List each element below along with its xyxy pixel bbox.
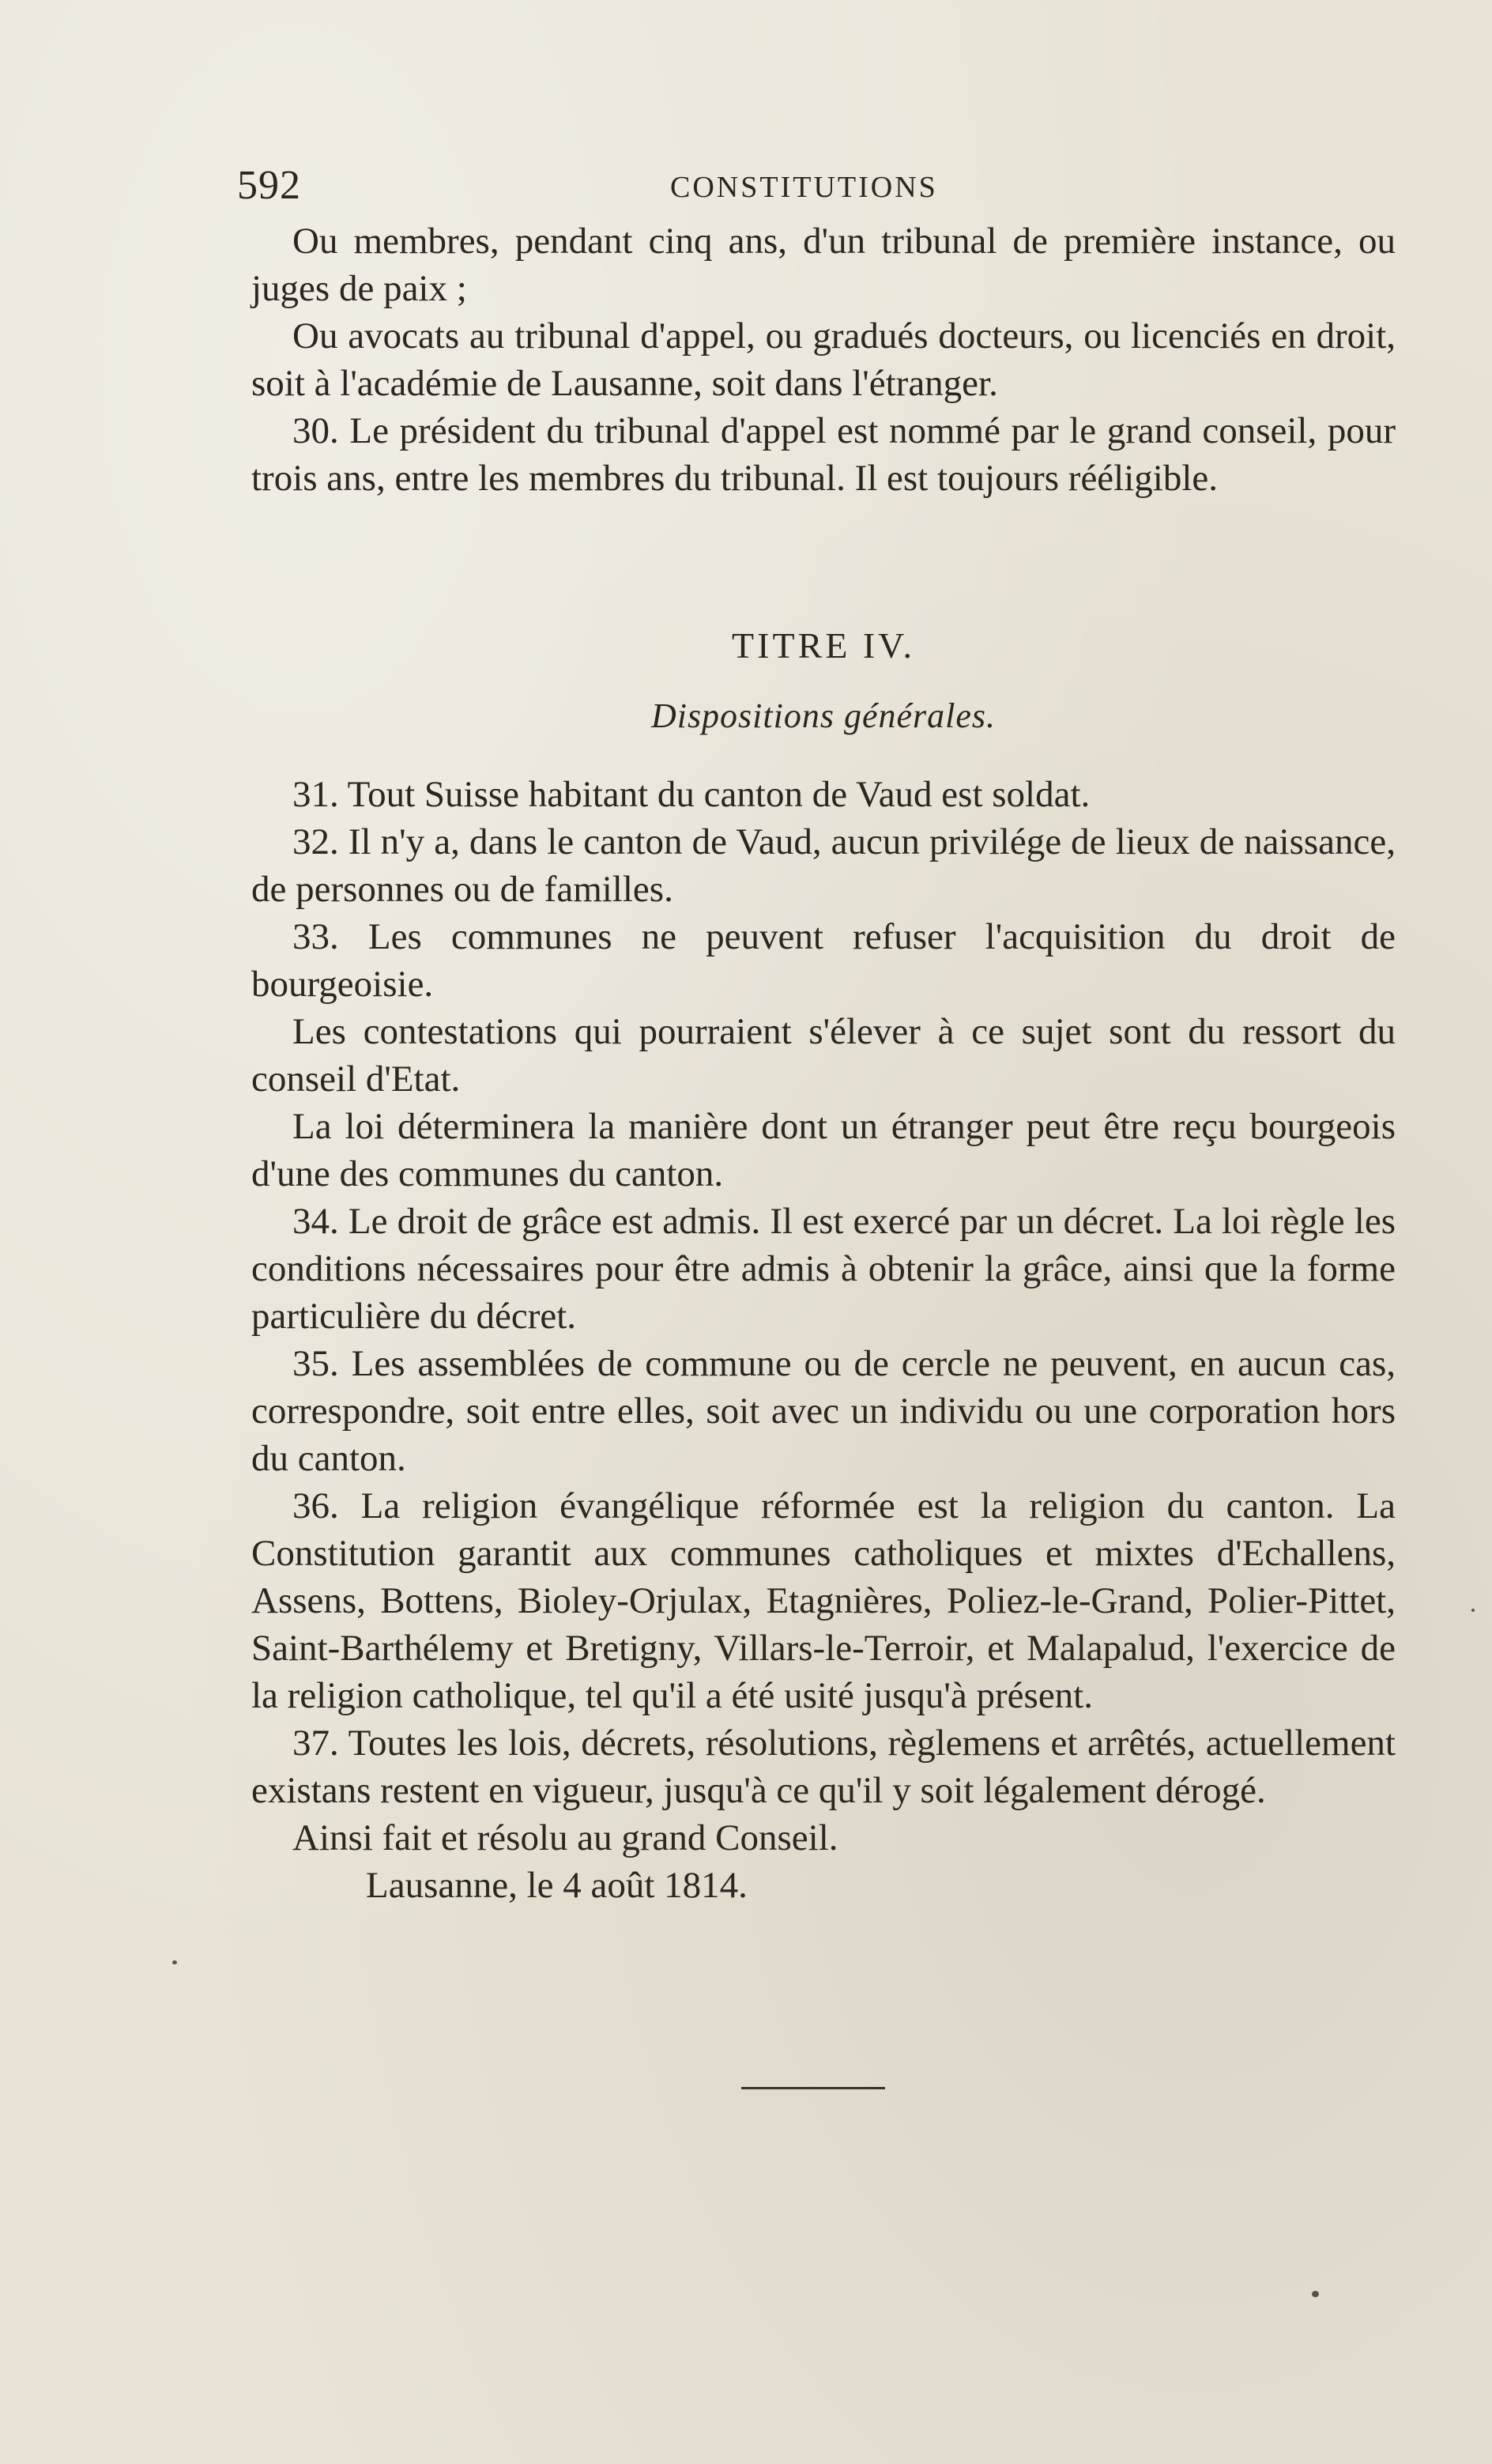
article-35: 35. Les assemblées de commune ou de cercle ne peuvent, en aucun cas, correspondre, soit entre elles, soit avec un individu ou une corporation hors du canton. <box>251 1343 1396 1479</box>
ink-speck <box>1312 2291 1319 2297</box>
ink-speck <box>172 1960 177 1964</box>
text-block-tribunal <box>251 217 1396 502</box>
article-32: 32. Il n'y a, dans le canton de Vaud, aucun privilége de lieux de naissance, de personnes ou de familles. <box>251 821 1396 910</box>
paragraph: Ou membres, pendant cinq ans, d'un tribunal de première instance, ou juges de paix ; <box>251 221 1396 309</box>
paragraph: Les contestations qui pourraient s'élever à ce sujet sont du ressort du conseil d'Etat. <box>251 1011 1396 1100</box>
paragraph: Ou avocats au tribunal d'appel, ou gradués docteurs, ou licenciés en droit, soit à l'académie de Lausanne, soit dans l'étranger. <box>251 315 1396 404</box>
page-number: 592 <box>237 163 301 208</box>
title-subtitle: Dispositions générales. <box>650 696 997 735</box>
title-heading: TITRE IV. <box>732 625 915 666</box>
article-30: 30. Le président du tribunal d'appel est nommé par le grand conseil, pour trois ans, entre les membres du tribunal. Il est toujours rééligible. <box>251 410 1396 499</box>
end-rule <box>741 2087 885 2089</box>
running-head <box>237 162 1391 217</box>
article-37: 37. Toutes les lois, décrets, résolutions, règlemens et arrêtés, actuellement existans restent en vigueur, jusqu'à ce qu'il y soit légalement dérogé. <box>251 1723 1396 1811</box>
running-title: CONSTITUTIONS <box>670 171 938 204</box>
article-34: 34. Le droit de grâce est admis. Il est exercé par un décret. La loi règle les conditions nécessaires pour être admis à obtenir la grâce, ainsi que la forme particulière du décret. <box>251 1201 1396 1337</box>
text-block-general-provisions <box>251 771 1396 1909</box>
article-31: 31. Tout Suisse habitant du canton de Vaud est soldat. <box>292 774 1091 815</box>
article-36: 36. La religion évangélique réformée est la religion du canton. La Constitution garantit aux communes catholiques et mixtes d'Echallens, Assens, Bottens, Bioley-Orjulax, Etagnières, Poliez-le-Grand, Polier-Pittet, Saint-Barthélemy et Bretigny, Villars-le-Terroir, et Malapalud, l'exercice de la religion catholique, tel qu'il a été usité jusqu'à présent. <box>251 1485 1396 1716</box>
paragraph: La loi déterminera la manière dont un étranger peut être reçu bourgeois d'une des communes du canton. <box>251 1106 1396 1194</box>
ink-speck <box>1471 1609 1475 1612</box>
closing-formula: Ainsi fait et résolu au grand Conseil. <box>292 1817 838 1858</box>
place-date: Lausanne, le 4 août 1814. <box>366 1865 748 1906</box>
article-33: 33. Les communes ne peuvent refuser l'acquisition du droit de bourgeoisie. <box>251 916 1396 1005</box>
